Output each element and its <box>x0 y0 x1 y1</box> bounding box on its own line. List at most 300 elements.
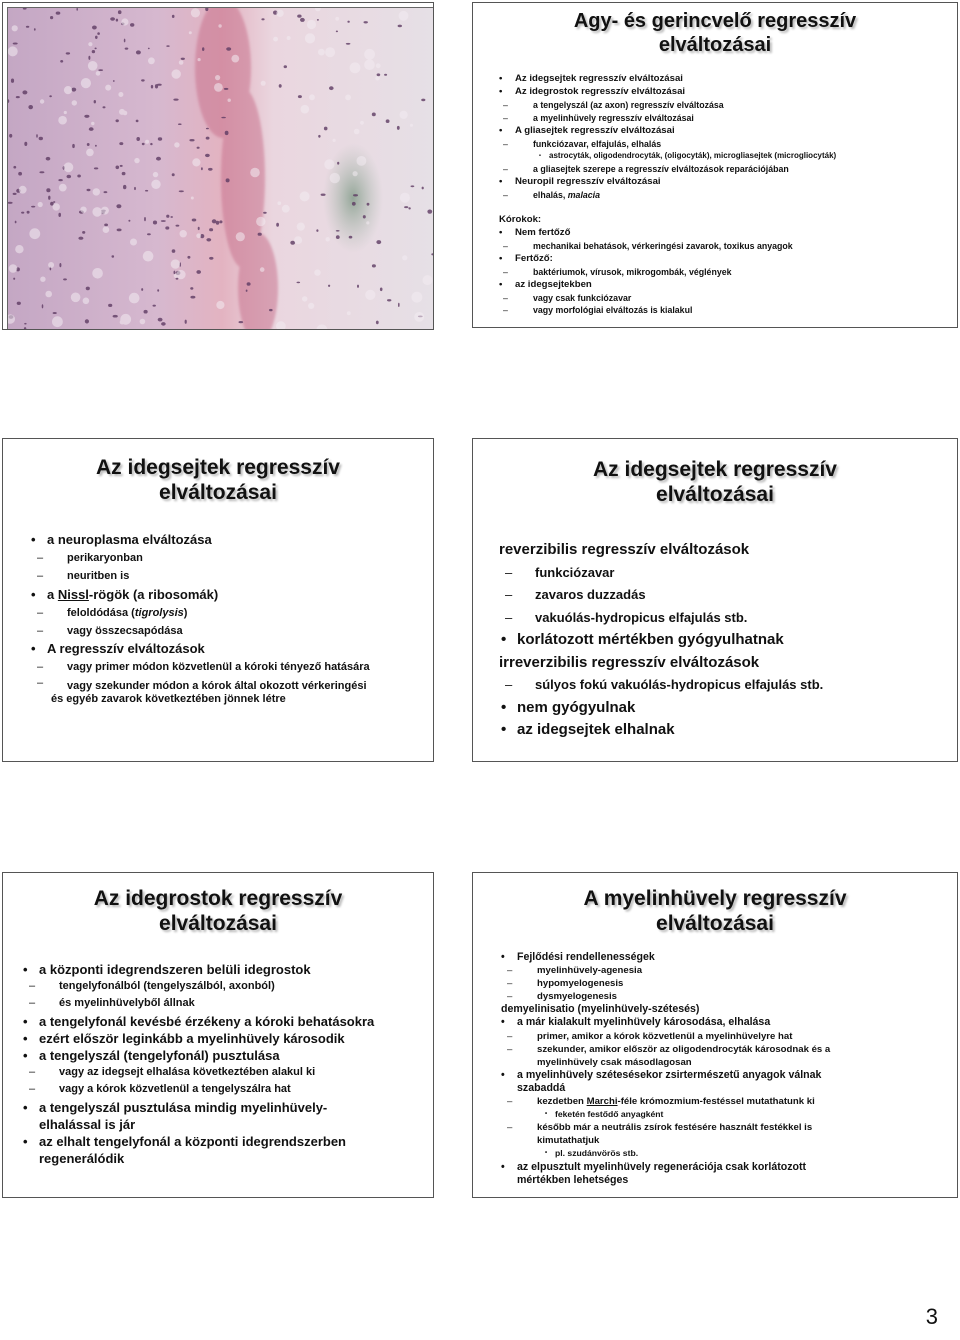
vacuole <box>357 156 367 166</box>
vacuole <box>412 292 423 303</box>
cell-nucleus <box>58 179 62 181</box>
list-item: • ezért először leginkább a myelinhüvely károsodik <box>39 1030 433 1047</box>
vacuole <box>364 59 375 70</box>
cell-nucleus <box>387 299 391 301</box>
cell-nucleus <box>24 323 26 325</box>
title-line-2: elváltozásai <box>159 480 277 504</box>
vacuole <box>172 69 181 78</box>
vacuole <box>309 94 315 100</box>
vacuole <box>123 111 128 116</box>
vacuole <box>294 236 302 244</box>
list-item: – myelinhüvely-agenesia <box>537 964 951 977</box>
vacuole <box>231 55 239 63</box>
cell-nucleus <box>161 220 166 222</box>
list-item: • Neuropil regresszív elváltozásai <box>515 176 952 189</box>
cell-nucleus <box>34 28 36 31</box>
vacuole <box>260 267 265 272</box>
vacuole <box>307 20 316 29</box>
cell-nucleus <box>148 48 150 50</box>
cell-nucleus <box>16 96 20 98</box>
cell-nucleus <box>317 19 319 21</box>
list-item: • a központi idegrendszeren belüli idegrostok <box>39 961 433 978</box>
title-line-1: A myelinhüvely regresszív <box>583 887 847 910</box>
cell-nucleus <box>118 10 122 14</box>
cell-nucleus <box>123 185 126 189</box>
cell-nucleus <box>372 264 376 267</box>
cell-nucleus <box>122 172 126 175</box>
list-item: kimutathatjuk <box>537 1135 600 1147</box>
cell-nucleus <box>76 8 78 11</box>
cell-nucleus <box>209 257 213 260</box>
list-item: – zavaros duzzadás <box>535 584 949 607</box>
cell-nucleus <box>422 187 424 190</box>
cell-nucleus <box>161 322 166 326</box>
histology-image <box>7 7 434 330</box>
cell-nucleus <box>190 296 195 299</box>
cell-nucleus <box>136 120 139 123</box>
vacuole <box>145 140 149 144</box>
cell-nucleus <box>189 139 194 141</box>
cell-nucleus <box>176 225 180 227</box>
cell-nucleus <box>144 217 146 221</box>
page-number: 3 <box>925 1304 938 1329</box>
cell-nucleus <box>141 79 145 81</box>
cell-nucleus <box>336 230 340 232</box>
cell-nucleus <box>95 145 97 147</box>
cell-nucleus <box>221 117 226 119</box>
title-line-2: elváltozásai <box>159 911 277 935</box>
vacuole <box>143 251 154 262</box>
vacuole <box>120 320 125 325</box>
list-item: – vagy csak funkciózavar <box>533 292 952 305</box>
list-item: – dysmyelogenesis <box>537 990 951 1003</box>
vacuole <box>64 162 74 172</box>
list-item: – súlyos fokú vakuólás-hydropicus elfajulás stb. <box>535 674 949 697</box>
cell-nucleus <box>66 52 70 54</box>
cell-nucleus <box>117 229 122 232</box>
list-item: elhalással is jár <box>39 1116 136 1132</box>
cell-nucleus <box>247 282 251 286</box>
cell-nucleus <box>11 79 14 83</box>
list-item: • Nem fertőző <box>515 227 952 240</box>
cell-nucleus <box>174 271 176 275</box>
histology-slide <box>2 2 434 330</box>
title-line-2: elváltozásai <box>656 482 774 506</box>
cell-nucleus <box>329 86 334 90</box>
vacuole <box>353 171 358 176</box>
cell-nucleus <box>397 126 400 130</box>
slide-title <box>473 887 957 937</box>
vacuole <box>40 99 44 103</box>
cell-nucleus <box>31 206 35 208</box>
cell-nucleus <box>22 90 27 94</box>
slide-overview <box>472 2 958 328</box>
cell-nucleus <box>48 196 50 200</box>
cell-nucleus <box>197 147 200 149</box>
vacuole <box>318 49 325 56</box>
list-item: • nem gyógyulnak <box>517 697 949 720</box>
cell-nucleus <box>269 309 273 311</box>
vacuole <box>48 262 54 268</box>
list-item: szabaddá <box>517 1081 566 1094</box>
cell-nucleus <box>411 185 415 187</box>
vacuole <box>365 290 375 300</box>
cell-nucleus <box>119 142 123 145</box>
vacuole <box>9 264 18 273</box>
cell-nucleus <box>201 167 203 170</box>
cell-nucleus <box>124 39 126 43</box>
cell-nucleus <box>224 88 229 90</box>
cell-nucleus <box>145 190 148 192</box>
cell-nucleus <box>98 69 103 71</box>
cell-nucleus <box>147 233 151 235</box>
cell-nucleus <box>49 95 52 97</box>
vacuole <box>64 86 72 94</box>
list-item: reverzibilis regresszív elváltozások <box>499 541 750 558</box>
cell-nucleus <box>206 238 211 241</box>
list-item: • a tengelyszál pusztulása mindig myelinhüvely- <box>39 1099 433 1116</box>
list-item: • a Nissl-rögök (a ribosomák) <box>47 586 431 604</box>
cell-nucleus <box>72 144 75 148</box>
cell-nucleus <box>205 154 210 157</box>
cell-nucleus <box>92 50 95 53</box>
list-item: – a tengelyszál (az axon) regresszív elváltozása <box>533 99 952 112</box>
list-item: – a gliasejtek szerepe a regresszív elváltozások reparációjában <box>533 163 952 176</box>
cell-nucleus <box>337 162 339 165</box>
cell-nucleus <box>172 249 176 253</box>
vacuole <box>273 37 278 42</box>
slide-idegsejtek-1 <box>2 438 434 762</box>
vacuole <box>297 223 305 231</box>
cell-nucleus <box>239 321 244 323</box>
cell-nucleus <box>142 143 145 145</box>
vacuole <box>256 217 265 226</box>
cell-nucleus <box>92 26 97 30</box>
vacuole <box>92 207 102 217</box>
vacuole <box>52 316 63 327</box>
cell-nucleus <box>130 23 134 27</box>
list-item: – vagy morfológiai elváltozás is kialakul <box>533 304 952 317</box>
cell-nucleus <box>336 235 340 239</box>
list-item: • az elpusztult myelinhüvely regenerációja csak korlátozott <box>517 1161 951 1174</box>
vacuole <box>301 105 310 114</box>
list-item: – mechanikai behatások, vérkeringési zavarok, toxikus anyagok <box>533 240 952 253</box>
vacuole <box>118 92 123 97</box>
vacuole <box>29 228 40 239</box>
cell-nucleus <box>116 119 119 122</box>
cell-nucleus <box>173 99 178 101</box>
vacuole <box>400 111 408 119</box>
cell-nucleus <box>113 315 118 318</box>
cell-nucleus <box>297 15 301 18</box>
vacuole <box>148 57 155 64</box>
vacuole <box>287 36 291 40</box>
cell-nucleus <box>353 194 358 196</box>
list-item: és egyéb zavarok következtében jönnek létre <box>51 692 286 705</box>
vacuole <box>250 168 260 178</box>
cell-nucleus <box>246 290 248 292</box>
cell-nucleus <box>95 36 98 39</box>
korokok-label: Kórokok: <box>499 214 542 226</box>
cell-nucleus <box>324 127 328 131</box>
cell-nucleus <box>198 227 200 230</box>
cell-nucleus <box>219 220 222 223</box>
cell-nucleus <box>276 223 279 227</box>
vacuole <box>375 76 379 80</box>
list-item: – vagy összecsapódása <box>67 622 431 640</box>
vacuole <box>88 42 92 46</box>
list-item: – vagy a kórok közvetlenül a tengelyszálra hat <box>59 1081 433 1098</box>
vacuole <box>414 312 424 322</box>
cell-nucleus <box>357 285 359 288</box>
vacuole <box>347 311 351 315</box>
vacuole <box>88 61 98 71</box>
cell-nucleus <box>225 131 229 135</box>
cell-nucleus <box>94 167 98 169</box>
list-item: regenerálódik <box>39 1151 125 1167</box>
cell-nucleus <box>87 189 91 191</box>
cell-nucleus <box>364 21 368 23</box>
cell-nucleus <box>87 143 90 146</box>
cell-nucleus <box>78 237 83 240</box>
list-item: – tengelyfonálból (tengelyszálból, axonból) <box>59 978 433 995</box>
cell-nucleus <box>113 80 115 82</box>
list-item: • Az idegrostok regresszív elváltozásai <box>515 86 952 99</box>
vacuole <box>335 17 339 21</box>
cell-nucleus <box>18 172 22 176</box>
list-item: – kezdetben Marchi-féle krómozmium-festéssel mutathatunk ki <box>537 1095 951 1108</box>
vacuole <box>218 24 221 27</box>
list-item: – vagy primer módon közvetlenül a kóroki tényező hatására <box>67 658 431 676</box>
cell-nucleus <box>103 106 106 108</box>
vacuole <box>333 139 336 142</box>
list-item: – később már a neutrális zsírok festésére használt festékkel is <box>537 1121 951 1134</box>
vacuole <box>360 121 364 125</box>
vacuole <box>215 75 220 80</box>
cell-nucleus <box>17 302 21 305</box>
vacuole <box>399 11 409 21</box>
cell-nucleus <box>404 206 408 208</box>
vacuole <box>300 191 310 201</box>
cell-nucleus <box>88 56 90 60</box>
vacuole <box>402 255 407 260</box>
slide-title <box>3 456 433 506</box>
cell-nucleus <box>104 191 108 193</box>
vacuole <box>45 291 52 298</box>
title-line-1: Az idegsejtek regresszív <box>96 456 340 479</box>
list-item: – elhalás, malacia <box>533 189 952 202</box>
vacuole <box>180 230 187 237</box>
title-line-1: Agy- és gerincvelő regresszív <box>573 10 857 32</box>
cell-nucleus <box>150 143 152 145</box>
list-item: • korlátozott mértékben gyógyulhatnak <box>517 629 949 652</box>
cell-nucleus <box>166 215 169 218</box>
cell-nucleus <box>261 18 264 20</box>
vacuole <box>423 275 433 285</box>
vacuole <box>140 319 146 325</box>
cell-nucleus <box>376 321 379 325</box>
vacuole <box>366 221 369 224</box>
vacuole <box>191 8 200 17</box>
vacuole <box>96 71 101 76</box>
list-item: myelinhüvely csak másodlagosan <box>537 1056 692 1068</box>
cell-nucleus <box>13 43 18 45</box>
cell-nucleus <box>300 18 305 22</box>
cell-nucleus <box>398 25 402 28</box>
cell-nucleus <box>53 312 57 314</box>
cell-nucleus <box>208 168 213 171</box>
cell-nucleus <box>380 288 383 292</box>
cell-nucleus <box>116 19 118 22</box>
slide-myelinhuvely <box>472 872 958 1198</box>
cell-nucleus <box>258 233 262 236</box>
vacuole <box>81 78 91 88</box>
vacuole <box>228 99 231 102</box>
list-item: – primer, amikor a kórok közvetlenül a myelinhüvelyre hat <box>537 1030 951 1043</box>
vacuole <box>326 237 330 241</box>
cell-nucleus <box>316 229 318 232</box>
cell-nucleus <box>21 212 24 214</box>
cell-nucleus <box>77 175 81 178</box>
vacuole <box>214 83 223 92</box>
vacuole <box>103 226 110 233</box>
cell-nucleus <box>85 319 89 323</box>
cell-nucleus <box>226 178 230 182</box>
cell-nucleus <box>95 48 97 50</box>
vacuole <box>376 63 381 68</box>
title-line-1: Az idegrostok regresszív <box>93 887 343 910</box>
vacuole <box>38 202 43 207</box>
cell-nucleus <box>284 65 287 68</box>
vacuole <box>350 62 361 73</box>
cell-nucleus <box>141 288 143 291</box>
vacuole <box>354 129 360 135</box>
cell-nucleus <box>178 123 182 125</box>
cell-nucleus <box>172 15 175 18</box>
cell-nucleus <box>427 210 432 214</box>
cell-nucleus <box>89 127 94 131</box>
list-item: • Fertőző: <box>515 253 952 266</box>
cell-nucleus <box>336 31 338 33</box>
cell-nucleus <box>71 88 76 92</box>
cell-nucleus <box>104 224 108 227</box>
cell-nucleus <box>318 135 320 138</box>
vacuole <box>59 184 67 192</box>
vacuole <box>192 158 200 166</box>
cell-nucleus <box>347 21 349 23</box>
cell-nucleus <box>158 318 163 322</box>
cell-nucleus <box>297 282 301 284</box>
list-item: – feloldódása (tigrolysis) <box>67 604 431 622</box>
cell-nucleus <box>134 187 136 190</box>
list-item: mértékben lehetséges <box>517 1173 629 1186</box>
list-item: – vagy az idegsejt elhalása következtében alakul ki <box>59 1064 433 1081</box>
vacuole <box>176 270 185 279</box>
cell-nucleus <box>363 215 366 218</box>
cell-nucleus <box>328 285 330 287</box>
vacuole <box>302 296 307 301</box>
cell-nucleus <box>196 270 201 274</box>
list-item: – funkciózavar, elfajulás, elhalás <box>533 138 952 151</box>
vacuole <box>325 47 335 57</box>
cell-nucleus <box>50 16 53 19</box>
cell-nucleus <box>26 26 29 28</box>
cell-nucleus <box>367 203 370 206</box>
cell-nucleus <box>384 74 387 76</box>
cell-nucleus <box>15 221 17 224</box>
list-item: – neuritben is <box>67 567 431 585</box>
cell-nucleus <box>279 84 282 88</box>
vacuole <box>129 293 140 304</box>
vacuole <box>314 269 320 275</box>
vacuole <box>174 142 179 147</box>
cell-nucleus <box>377 73 381 76</box>
slide-title <box>473 458 957 508</box>
cell-nucleus <box>53 201 55 203</box>
cell-nucleus <box>209 228 213 231</box>
cell-nucleus <box>13 193 17 195</box>
list-item: • A gliasejtek regresszív elváltozásai <box>515 125 952 138</box>
vacuole <box>196 233 201 238</box>
cell-nucleus <box>116 204 121 208</box>
cell-nucleus <box>112 255 115 257</box>
vacuole <box>191 197 194 200</box>
cell-nucleus <box>24 142 27 146</box>
vacuole <box>105 85 111 91</box>
cell-nucleus <box>157 289 159 291</box>
cell-nucleus <box>58 213 61 217</box>
cell-nucleus <box>120 165 123 167</box>
vacuole <box>19 186 27 194</box>
cell-nucleus <box>36 134 38 138</box>
vacuole <box>80 207 86 213</box>
list-item: • A regresszív elváltozások <box>47 640 431 658</box>
cell-nucleus <box>153 221 157 225</box>
vacuole <box>276 10 283 17</box>
cell-nucleus <box>185 320 187 324</box>
cell-nucleus <box>179 190 184 192</box>
vacuole <box>53 203 60 210</box>
vacuole <box>71 293 81 303</box>
list-item: • az idegsejtek elhalnak <box>517 719 949 742</box>
cell-nucleus <box>67 175 72 179</box>
cell-nucleus <box>128 220 130 222</box>
cell-nucleus <box>39 171 44 173</box>
cell-nucleus <box>136 137 140 141</box>
list-item: • a már kialakult myelinhüvely károsodása, elhalása <box>517 1016 951 1029</box>
list-item: • az elhalt tengelyfonál a központi idegrendszerben <box>39 1133 433 1150</box>
cell-nucleus <box>116 166 120 170</box>
cell-nucleus <box>59 263 61 267</box>
vacuole <box>15 245 23 253</box>
list-item: demyelinisatio (myelinhüvely-szétesés) <box>501 1003 700 1016</box>
list-item: • Az idegsejtek regresszív elváltozásai <box>515 73 952 86</box>
cell-nucleus <box>84 115 89 118</box>
cell-nucleus <box>172 173 175 176</box>
cell-nucleus <box>27 211 30 214</box>
cell-nucleus <box>408 207 410 209</box>
list-item: – és myelinhüvelyből állnak <box>59 995 433 1012</box>
list-item: • astrocyták, oligodendrocyták, (oligocyták), microgliasejtek (microgliocyták) <box>549 150 952 163</box>
cell-nucleus <box>60 60 63 63</box>
cell-nucleus <box>9 134 12 138</box>
cell-nucleus <box>46 157 51 161</box>
vacuole <box>278 201 282 205</box>
vacuole <box>364 49 375 60</box>
cell-nucleus <box>190 287 193 290</box>
vacuole <box>101 207 109 215</box>
list-item: • a tengelyszál (tengelyfonál) pusztulása <box>39 1047 433 1064</box>
